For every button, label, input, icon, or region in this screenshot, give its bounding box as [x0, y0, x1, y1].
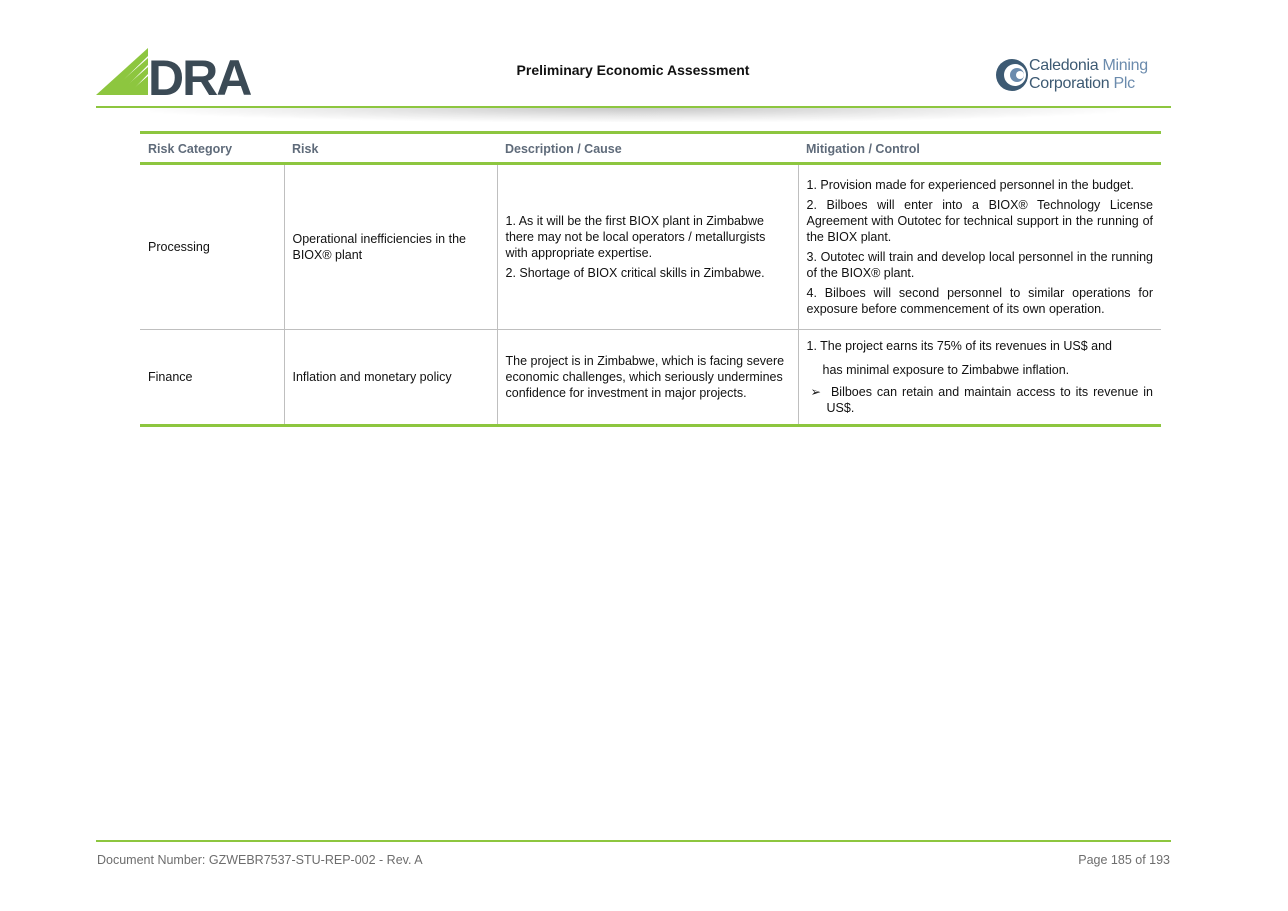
- mitigation-item: 4. Bilboes will second personnel to similar operations for exposure before commencement of its own operation.: [806, 286, 1153, 316]
- page-title: Preliminary Economic Assessment: [516, 62, 750, 78]
- description-item: 2. Shortage of BIOX critical skills in Zimbabwe.: [505, 266, 765, 280]
- column-header-risk: Risk: [284, 133, 497, 164]
- caledonia-word: Caledonia: [1029, 57, 1099, 74]
- footer-divider: [96, 840, 1171, 842]
- risk-cell: Inflation and monetary policy: [284, 330, 497, 426]
- risk-category-cell: Processing: [140, 164, 284, 330]
- risk-category-cell: Finance: [140, 330, 284, 426]
- mitigation-item-continued: has minimal exposure to Zimbabwe inflation.: [822, 363, 1070, 377]
- arrow-bullet-icon: ➢: [810, 385, 821, 399]
- mitigation-cell: [798, 164, 1161, 330]
- mitigation-cell: [798, 330, 1161, 426]
- table-row: [140, 330, 1161, 426]
- document-number: Document Number: GZWEBR7537-STU-REP-002 - Rev. A: [97, 853, 423, 867]
- risk-cell: Operational inefficiencies in the BIOX® plant: [284, 164, 497, 330]
- mitigation-item: 2. Bilboes will enter into a BIOX® Technology License Agreement with Outotec for technical support in the running of the BIOX plant.: [806, 198, 1153, 244]
- caledonia-logo: [995, 55, 1165, 97]
- mitigation-bullet-text: Bilboes can retain and maintain access to its revenue in US$.: [826, 385, 1153, 415]
- mitigation-item: 1. Provision made for experienced personnel in the budget.: [806, 178, 1134, 192]
- description-cell: [497, 164, 798, 330]
- mitigation-bullet: [807, 384, 1154, 416]
- table-header-row: [140, 133, 1161, 164]
- plc-word: Plc: [1113, 75, 1135, 92]
- corporation-word: Corporation: [1029, 75, 1110, 92]
- description-item: 1. As it will be the first BIOX plant in Zimbabwe there may not be local operators / metallurgists with appropriate expertise.: [505, 214, 766, 260]
- mining-word: Mining: [1102, 57, 1148, 74]
- page-number: Page 185 of 193: [1078, 853, 1170, 867]
- table-row: [140, 164, 1161, 330]
- header-shadow: [150, 108, 1120, 122]
- caledonia-emblem-icon: [995, 55, 1029, 95]
- dra-logo-text: DRA: [148, 50, 251, 98]
- mitigation-item: 1. The project earns its 75% of its revenues in US$ and: [806, 339, 1112, 353]
- description-cell: The project is in Zimbabwe, which is facing severe economic challenges, which seriously undermines confidence for investment in major projects.: [497, 330, 798, 426]
- mitigation-item: 3. Outotec will train and develop local personnel in the running of the BIOX® plant.: [806, 250, 1153, 280]
- risk-table: [140, 131, 1161, 427]
- column-header-description: Description / Cause: [497, 133, 798, 164]
- column-header-mitigation: Mitigation / Control: [798, 133, 1161, 164]
- column-header-risk-category: Risk Category: [140, 133, 284, 164]
